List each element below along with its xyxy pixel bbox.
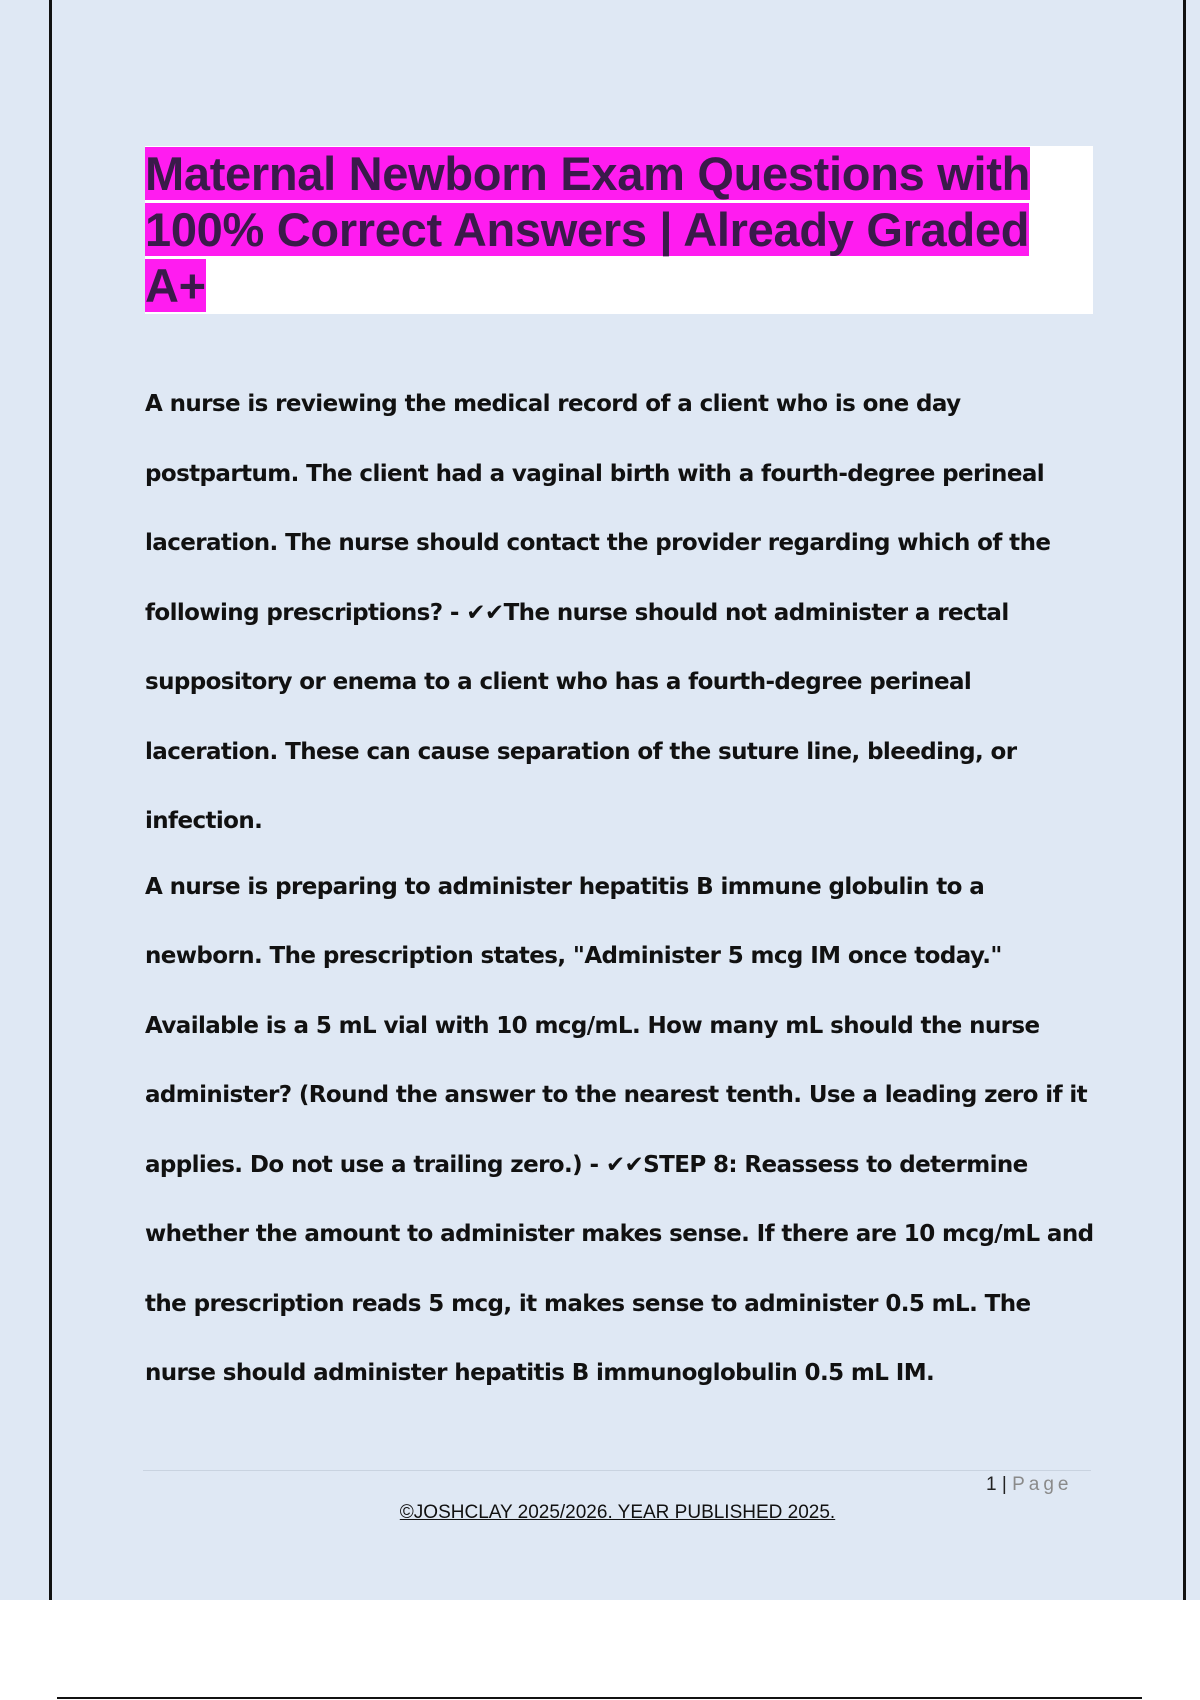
page-number [986,1474,1072,1496]
check-separator: - ✔✔ [582,1151,644,1178]
bottom-divider [57,1697,1142,1699]
page-label: Page [1012,1474,1073,1495]
footer-divider [143,1470,1091,1471]
title-block [145,146,1093,314]
page-number-separator: | [996,1474,1013,1495]
answer-text: The nurse should not administer a rectal suppository or enema to a client who has a fourth-degree perineal laceration. These can cause separation of the suture line, bleeding, or infection. [145,599,1017,834]
question-text: A nurse is preparing to administer hepatitis B immune globulin to a newborn. The prescription states, "Administer 5 mcg IM once today." Available is a 5 mL vial with 10 mcg/mL. How many mL should the nurse administer? (Round the answer to the nearest tenth. Use a leading zero if it applies. Do not use a trailing zero.) [145,873,1088,1178]
document-body [145,370,1095,1409]
page-number-value: 1 [986,1474,997,1495]
check-separator: - ✔✔ [442,599,504,626]
document-title [145,146,1093,314]
qa-item-2 [145,853,1095,1409]
question-text: A nurse is reviewing the medical record of a client who is one day postpartum. The client had a vaginal birth with a fourth-degree perineal laceration. The nurse should contact the provider regarding which of the following prescriptions? [145,391,1051,626]
title-highlight: Maternal Newborn Exam Questions with 100% Correct Answers | Already Graded A+ [145,147,1030,312]
copyright-notice: ©JOSHCLAY 2025/2026. YEAR PUBLISHED 2025. [399,1502,836,1523]
page-border-right [1183,0,1186,1600]
answer-text: STEP 8: Reassess to determine whether the amount to administer makes sense. If there are 10 mcg/mL and the prescription reads 5 mcg, it makes sense to administer 0.5 mL. The nurse should administer hepatitis B immunoglobulin 0.5 mL IM. [145,1151,1094,1386]
page-border-left [49,0,52,1600]
qa-item-1 [145,370,1095,857]
